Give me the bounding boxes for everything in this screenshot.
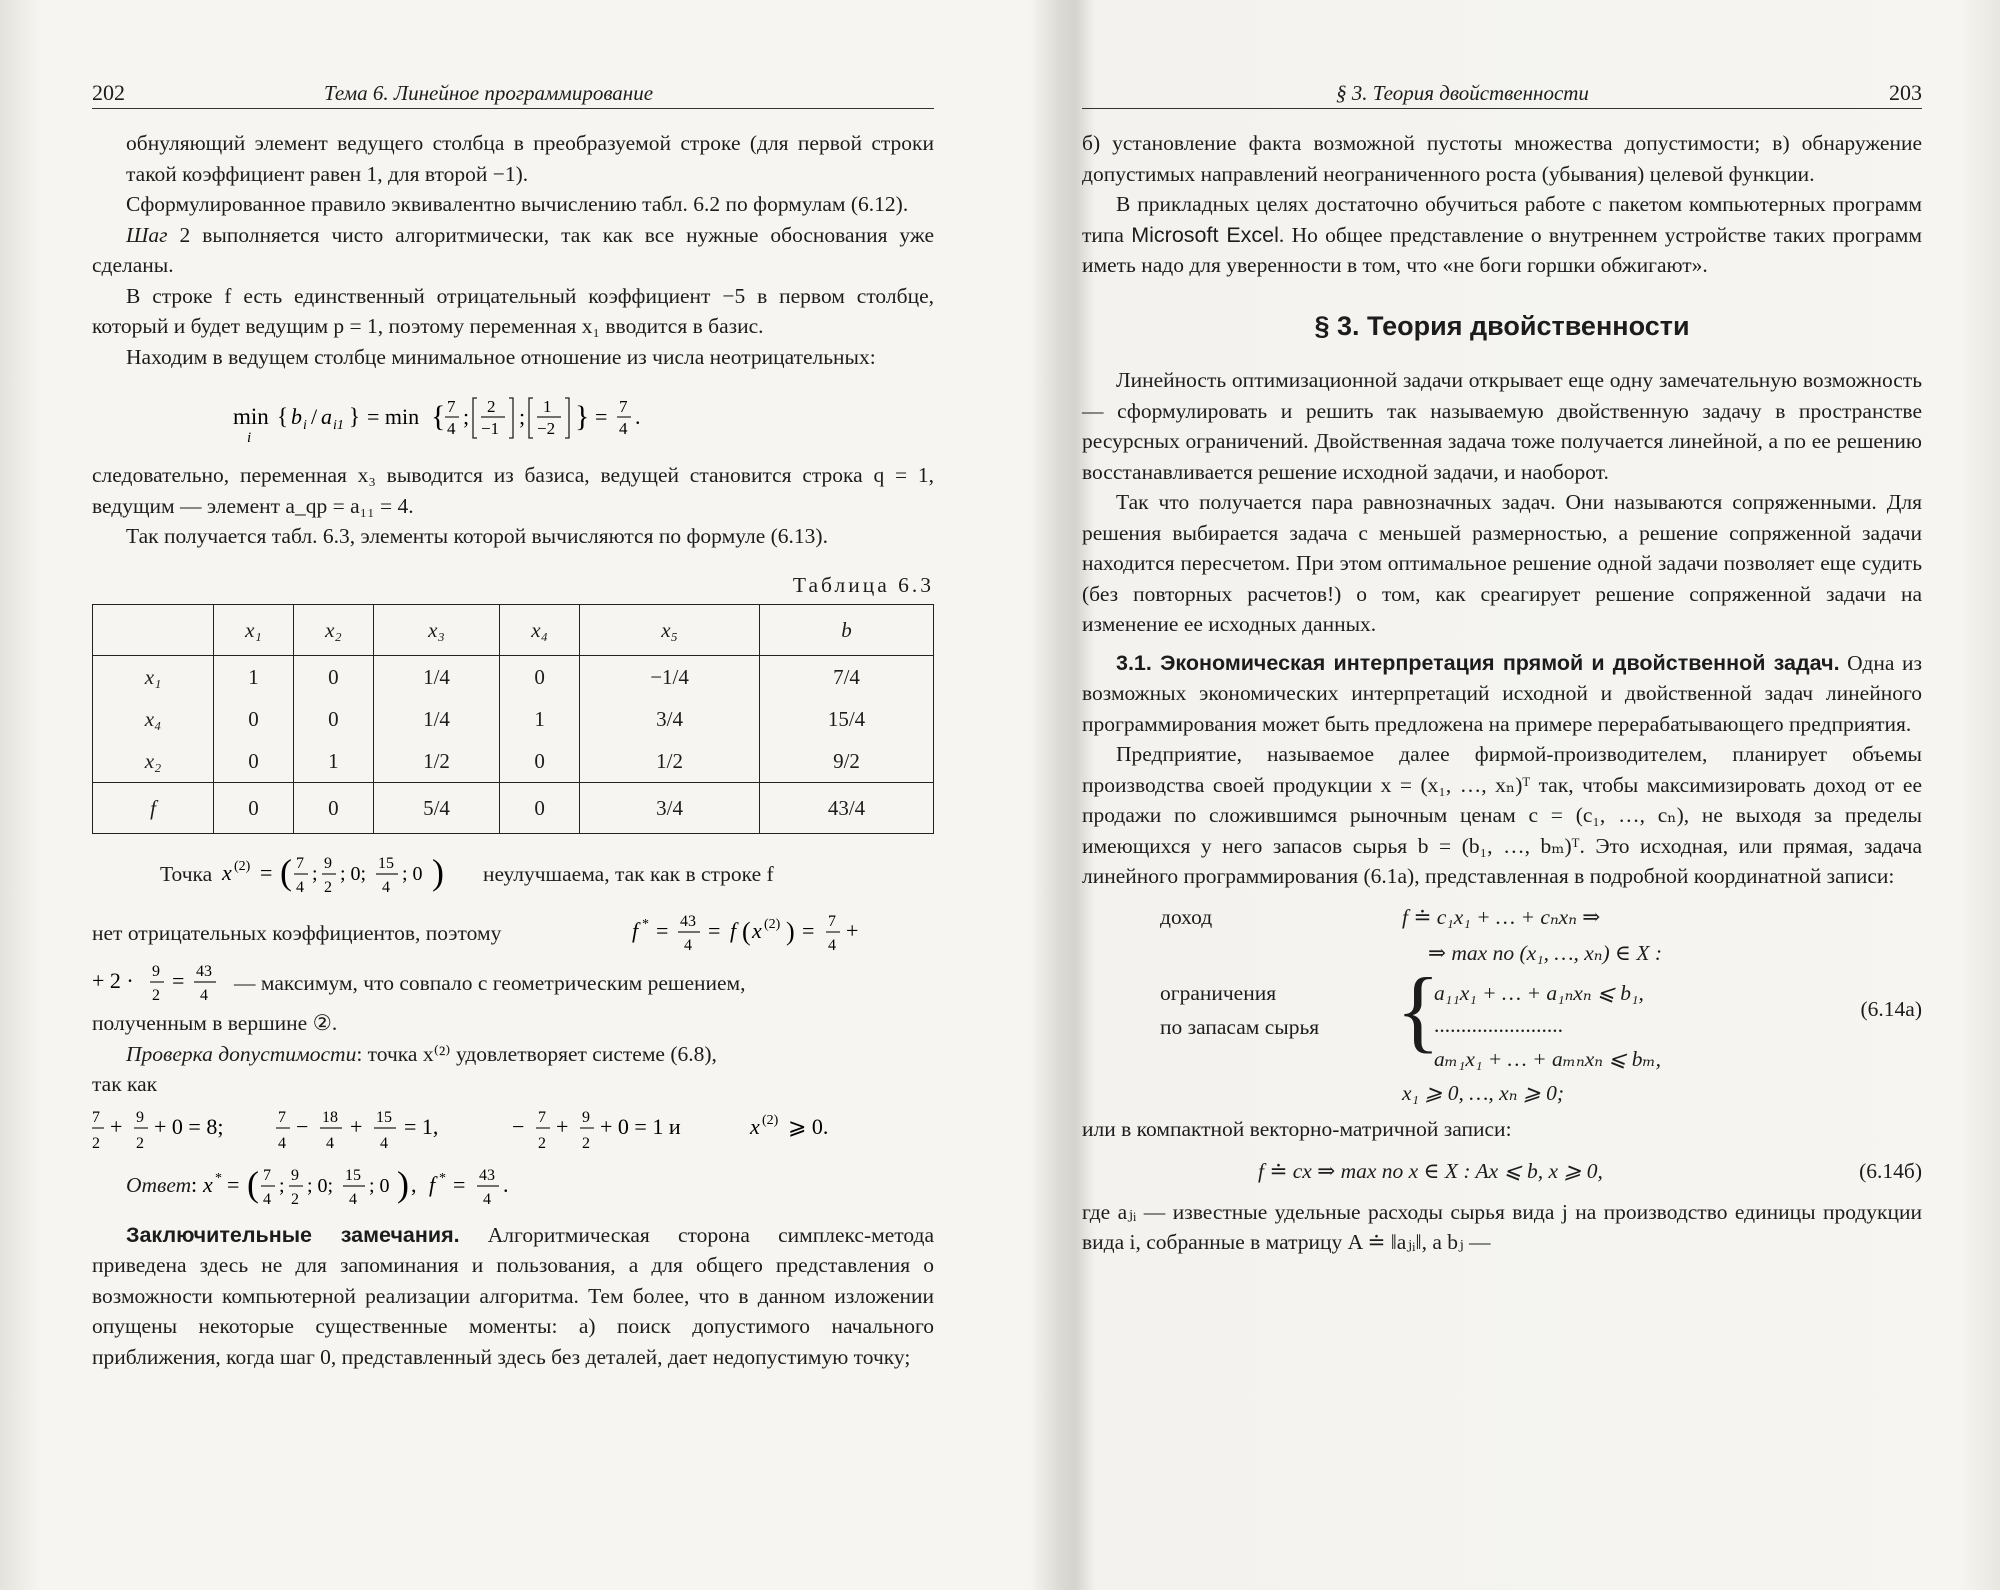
svg-text:7: 7 bbox=[447, 397, 456, 416]
table-cell: x₃ bbox=[373, 605, 499, 656]
table-cell: 0 bbox=[214, 740, 294, 783]
svg-text:(: ( bbox=[247, 1163, 260, 1204]
svg-text:= min: = min bbox=[367, 404, 420, 429]
table-cell: −1/4 bbox=[580, 656, 760, 699]
svg-text:7: 7 bbox=[278, 1108, 286, 1126]
table-cell: 1 bbox=[500, 698, 580, 740]
svg-text:{: { bbox=[277, 404, 289, 429]
software-name: Microsoft Excel bbox=[1131, 222, 1279, 247]
table-row bbox=[93, 656, 934, 699]
table-cell: 1/4 bbox=[373, 656, 499, 699]
table-row-label: x₂ bbox=[93, 740, 214, 783]
table-cell: 1/2 bbox=[373, 740, 499, 783]
svg-text:*: * bbox=[439, 1170, 447, 1186]
equation: f ≐ c₁x₁ + … + cₙxₙ ⇒ bbox=[1402, 904, 1601, 929]
text: 2 выполняется чисто алгоритмически, так как все нужные обоснования уже сделаны. bbox=[92, 222, 934, 277]
svg-text:4: 4 bbox=[619, 419, 628, 438]
table-row-label bbox=[93, 605, 214, 656]
svg-text:9: 9 bbox=[291, 1166, 300, 1184]
table-row bbox=[93, 783, 934, 834]
svg-text:; 0;: ; 0; bbox=[339, 863, 366, 885]
svg-text:7: 7 bbox=[538, 1108, 546, 1126]
paragraph bbox=[92, 1220, 934, 1373]
table-cell: 0 bbox=[500, 656, 580, 699]
paragraph: так как bbox=[92, 1072, 158, 1096]
svg-text:4: 4 bbox=[381, 879, 390, 896]
svg-text:x: x bbox=[752, 918, 762, 943]
paragraph: или в компактной векторно-матричной записи: bbox=[1082, 1116, 1512, 1141]
table-cell: 0 bbox=[214, 783, 294, 834]
svg-text:+ 0 = 8;: + 0 = 8; bbox=[154, 1113, 224, 1139]
svg-text:−2: −2 bbox=[537, 419, 556, 438]
text: — максимум, что совпало с геометрическим решением, bbox=[234, 971, 746, 995]
table-cell: 0 bbox=[293, 698, 373, 740]
paragraph: Находим в ведущем столбце минимальное отношение из числа неотрицательных: bbox=[126, 344, 876, 369]
table-cell: x₅ bbox=[580, 605, 760, 656]
svg-text:(: ( bbox=[279, 852, 292, 892]
page-number: 203 bbox=[1889, 80, 1922, 105]
svg-text:+: + bbox=[846, 918, 859, 943]
svg-text:4: 4 bbox=[349, 1190, 358, 1208]
svg-text:4: 4 bbox=[263, 1190, 272, 1208]
paragraph: Так получается табл. 6.3, элементы которой вычисляются по формуле (6.13). bbox=[126, 524, 828, 548]
paragraph bbox=[92, 1039, 934, 1070]
svg-text:;: ; bbox=[519, 404, 526, 429]
svg-text:min: min bbox=[233, 404, 269, 429]
svg-text:7: 7 bbox=[263, 1166, 272, 1184]
svg-text:}: } bbox=[349, 404, 361, 429]
svg-text:=: = bbox=[227, 1171, 240, 1197]
point-line bbox=[92, 846, 934, 902]
maximum-line bbox=[92, 958, 934, 1008]
min-ratio-formula bbox=[92, 386, 934, 450]
check-formulas bbox=[92, 1100, 934, 1158]
paragraph: Так что получается пара равнозначных задач. Они называются сопряженными. Для решения выбирается задача с меньшей размерностью, а решение сопряженной задачи находится пересчетом. При этом оптимальное решение одной задачи позволяет еще судить (без повторных расчетов!) о том, как среагирует решение сопряженной задачи на изменение ее исходных данных. bbox=[1082, 490, 1922, 636]
svg-text:+ 0 = 1 и: + 0 = 1 и bbox=[600, 1113, 681, 1139]
text: . Но общее представление о внутреннем устройстве таких программ иметь надо для уверенности в том, что «не боги горшки обжигают». bbox=[1082, 222, 1922, 277]
svg-text:9: 9 bbox=[136, 1108, 144, 1126]
svg-text:a: a bbox=[321, 404, 332, 429]
svg-text:4: 4 bbox=[326, 1134, 334, 1152]
table-cell: 1 bbox=[293, 740, 373, 783]
svg-text:4: 4 bbox=[483, 1190, 492, 1208]
table-cell: 43/4 bbox=[760, 783, 934, 834]
optimum-formula bbox=[632, 906, 932, 958]
svg-text:2: 2 bbox=[291, 1190, 300, 1208]
emphasis: Проверка допустимости bbox=[126, 1041, 357, 1066]
text: Одна из возможных экономических интерпретаций исходной и двойственной задач линейного программирования может быть предложена на примере перерабатывающего предприятия. bbox=[1082, 650, 1923, 736]
table-cell: x₁ bbox=[214, 605, 294, 656]
table-cell: 7/4 bbox=[760, 656, 934, 699]
label-constraints: ограничения bbox=[1160, 980, 1277, 1005]
svg-text:=: = bbox=[656, 918, 669, 943]
running-title: § 3. Теория двойственности bbox=[1336, 81, 1589, 105]
table-row-label: x₁ bbox=[93, 656, 214, 699]
equation: aₘ₁x₁ + … + aₘₙxₙ ⩽ bₘ, bbox=[1434, 1046, 1662, 1071]
svg-text:i1: i1 bbox=[333, 418, 344, 433]
table-cell: 3/4 bbox=[580, 783, 760, 834]
svg-text:+: + bbox=[556, 1113, 569, 1139]
svg-text:4: 4 bbox=[380, 1134, 388, 1152]
equation-number: (6.14б) bbox=[1859, 1159, 1922, 1183]
svg-text:9: 9 bbox=[323, 855, 332, 872]
svg-text:): ) bbox=[431, 852, 444, 892]
compact-equation-row bbox=[1082, 1156, 1922, 1187]
right-running-header bbox=[1082, 78, 1922, 109]
table-cell: 0 bbox=[500, 783, 580, 834]
svg-text:2: 2 bbox=[582, 1134, 590, 1152]
left-running-header bbox=[92, 78, 934, 109]
svg-text:f: f bbox=[730, 918, 737, 943]
text: В прикладных целях достаточно обучиться работе с пакетом компьютерных программ типа bbox=[1082, 192, 1922, 247]
svg-text:; 0;: ; 0; bbox=[307, 1174, 334, 1197]
svg-text:x: x bbox=[221, 860, 232, 885]
svg-text:i: i bbox=[247, 430, 252, 446]
text: нет отрицательных коэффициентов, поэтому bbox=[92, 921, 502, 945]
right-body bbox=[1082, 128, 1922, 1258]
svg-text:4: 4 bbox=[200, 987, 208, 1004]
svg-text:=: = bbox=[259, 860, 272, 885]
svg-text:2: 2 bbox=[152, 987, 160, 1004]
paragraph: Предприятие, называемое далее фирмой-производителем, планирует объемы производства своей продукции x = (x₁, …, xₙ)ᵀ так, чтобы максимизировать доход от ее продажи по сложившимся рыночным ценам c = (c₁, …, cₙ), не выходя за пределы имеющихся у него запасов сырья b = (b₁, …, bₘ)ᵀ. Это исходная, или прямая, задача линейного программирования (6.1a), представленная в подробной координатной записи: bbox=[1082, 742, 1922, 888]
formula-svg bbox=[233, 386, 793, 450]
svg-text:(2): (2) bbox=[764, 917, 781, 932]
svg-text:4: 4 bbox=[278, 1134, 286, 1152]
svg-text:b: b bbox=[291, 404, 302, 429]
simplex-table-6-3 bbox=[92, 604, 934, 834]
svg-text:i: i bbox=[303, 418, 307, 433]
svg-text:4: 4 bbox=[828, 937, 836, 954]
svg-text:+: + bbox=[110, 1113, 123, 1139]
table-cell: 3/4 bbox=[580, 698, 760, 740]
svg-text:): ) bbox=[786, 917, 795, 946]
paragraph: полученным в вершине ②. bbox=[92, 1011, 338, 1035]
svg-text:.: . bbox=[635, 404, 641, 429]
equation: ⇒ max по (x₁, …, xₙ) ∈ X : bbox=[1428, 940, 1663, 965]
table-cell: 1/2 bbox=[580, 740, 760, 783]
paragraph: Линейность оптимизационной задачи открывает еще одну замечательную возможность — сформулировать и решить так называемую двойственную задачу в пространстве ресурсных ограничений. Двойственная задача тоже получается линейной, а по ее решению восстанавливается решение исходной задачи, и наоборот. bbox=[1082, 368, 1922, 484]
svg-text:7: 7 bbox=[92, 1108, 100, 1126]
svg-text:15: 15 bbox=[345, 1166, 362, 1184]
paragraph bbox=[1082, 189, 1922, 281]
table-row bbox=[93, 698, 934, 740]
svg-text:−: − bbox=[296, 1113, 309, 1139]
subsection-heading: 3.1. Экономическая интерпретация прямой и двойственной задач. bbox=[1116, 650, 1840, 675]
text: Точка bbox=[160, 861, 213, 886]
svg-text:2: 2 bbox=[487, 397, 496, 416]
svg-text:1: 1 bbox=[543, 397, 552, 416]
paragraph bbox=[1082, 648, 1922, 740]
label-income: доход bbox=[1160, 904, 1213, 929]
svg-text:−1: −1 bbox=[481, 419, 500, 438]
table-row bbox=[93, 740, 934, 783]
svg-text:=: = bbox=[595, 404, 608, 429]
paragraph bbox=[92, 220, 934, 281]
svg-text:,: , bbox=[411, 1171, 417, 1197]
svg-text:7: 7 bbox=[828, 913, 836, 930]
svg-text:x: x bbox=[203, 1171, 213, 1197]
svg-text:7: 7 bbox=[295, 855, 304, 872]
svg-text:=: = bbox=[708, 918, 721, 943]
answer-line bbox=[92, 1158, 934, 1214]
table-cell: 9/2 bbox=[760, 740, 934, 783]
svg-text:;: ; bbox=[311, 863, 318, 885]
svg-text:43: 43 bbox=[479, 1166, 496, 1184]
emphasis: Шаг bbox=[126, 222, 168, 247]
svg-text:2: 2 bbox=[323, 879, 332, 896]
svg-text:2: 2 bbox=[538, 1134, 546, 1152]
svg-text:=: = bbox=[453, 1171, 466, 1197]
table-cell: 15/4 bbox=[760, 698, 934, 740]
page-number: 202 bbox=[92, 80, 125, 105]
svg-text:(2): (2) bbox=[762, 1112, 779, 1128]
section-heading: § 3. Теория двойственности bbox=[1314, 310, 1690, 341]
table-cell: b bbox=[760, 605, 934, 656]
table-cell: 1/4 bbox=[373, 698, 499, 740]
svg-text:4: 4 bbox=[447, 419, 456, 438]
text: : точка x⁽²⁾ удовлетворяет системе (6.8), bbox=[356, 1041, 717, 1066]
table-cell: 0 bbox=[293, 656, 373, 699]
svg-text:4: 4 bbox=[295, 879, 304, 896]
emphasis: Ответ bbox=[126, 1173, 192, 1198]
text: неулучшаема, так как в строке f bbox=[482, 861, 774, 886]
svg-text:−: − bbox=[512, 1113, 525, 1139]
table-cell: x₄ bbox=[500, 605, 580, 656]
svg-text:2: 2 bbox=[136, 1134, 144, 1152]
table-caption: Таблица 6.3 bbox=[792, 572, 934, 597]
table-cell: 0 bbox=[500, 740, 580, 783]
table-cell: 0 bbox=[214, 698, 294, 740]
svg-text:*: * bbox=[215, 1170, 223, 1186]
svg-text:; 0: ; 0 bbox=[369, 1174, 390, 1197]
paragraph: Сформулированное правило эквивалентно вычислению табл. 6.2 по формулам (6.12). bbox=[126, 192, 909, 216]
svg-text:15: 15 bbox=[377, 855, 394, 872]
svg-text:9: 9 bbox=[152, 963, 160, 980]
svg-text:*: * bbox=[642, 917, 649, 932]
answer-formula bbox=[191, 1158, 611, 1214]
svg-text:=: = bbox=[802, 918, 815, 943]
svg-text:; 0: ; 0 bbox=[401, 863, 423, 885]
optimum-line bbox=[92, 906, 934, 958]
paragraph: обнуляющий элемент ведущего столбца в преобразуемой строке (для первой строки такой коэффициент равен 1, для второй −1). bbox=[126, 131, 934, 186]
svg-text:{: { bbox=[431, 400, 446, 433]
equation: ........................ bbox=[1434, 1012, 1563, 1037]
primal-problem-system bbox=[1082, 898, 1922, 1105]
svg-text:⩾ 0.: ⩾ 0. bbox=[788, 1113, 829, 1139]
svg-text:;: ; bbox=[279, 1174, 285, 1197]
table-row-label: f bbox=[93, 783, 214, 834]
svg-text:7: 7 bbox=[619, 397, 628, 416]
text: Алгоритмическая сторона симплекс-метода приведена здесь не для запоминания и пользования, а для общего представления о возможности компьютерной реализации алгоритма. Тем более, что в данном изложении опущены некоторые существенные моменты: а) поиск допустимого начального приближения, когда шаг 0, представленный здесь без деталей, дает недопустимую точку; bbox=[92, 1222, 934, 1369]
svg-text:x: x bbox=[750, 1113, 760, 1139]
equation: f ≐ cx ⇒ max по x ∈ X : Ax ⩽ b, x ⩾ 0, bbox=[1258, 1159, 1603, 1183]
svg-text:/: / bbox=[311, 404, 318, 429]
check-formula-svg bbox=[92, 1100, 934, 1158]
table-cell: x₂ bbox=[293, 605, 373, 656]
svg-text:.: . bbox=[503, 1171, 509, 1197]
table-cell: 5/4 bbox=[373, 783, 499, 834]
svg-text:(: ( bbox=[742, 917, 751, 946]
svg-text:f: f bbox=[632, 918, 639, 943]
svg-text:+ 2 ·: + 2 · bbox=[92, 968, 134, 993]
svg-text:43: 43 bbox=[196, 963, 212, 980]
bold-heading: Заключительные замечания. bbox=[126, 1222, 460, 1247]
svg-text:+: + bbox=[350, 1113, 363, 1139]
svg-text:9: 9 bbox=[582, 1108, 590, 1126]
svg-text:43: 43 bbox=[680, 913, 696, 930]
table-header-row bbox=[93, 605, 934, 656]
svg-text:2: 2 bbox=[92, 1134, 100, 1152]
table-cell: 1 bbox=[214, 656, 294, 699]
paragraph: б) установление факта возможной пустоты множества допустимости; в) обнаружение допустимых направлений неограниченного роста (убывания) целевой функции. bbox=[1082, 131, 1922, 186]
left-brace: { bbox=[1396, 958, 1441, 1061]
svg-text:4: 4 bbox=[684, 937, 692, 954]
point-formula bbox=[218, 846, 478, 902]
svg-text:=: = bbox=[172, 968, 185, 993]
svg-text:= 1,: = 1, bbox=[404, 1113, 439, 1139]
left-body bbox=[92, 128, 934, 1372]
svg-text:18: 18 bbox=[322, 1108, 338, 1126]
svg-text:;: ; bbox=[463, 404, 470, 429]
svg-text:}: } bbox=[575, 400, 590, 433]
table-cell: 0 bbox=[293, 783, 373, 834]
running-title: Тема 6. Линейное программирование bbox=[324, 81, 654, 105]
equation: a₁₁x₁ + … + a₁ₙxₙ ⩽ b₁, bbox=[1434, 980, 1644, 1005]
svg-text:): ) bbox=[397, 1163, 410, 1204]
equation-number: (6.14a) bbox=[1860, 996, 1922, 1021]
paragraph: где aⱼᵢ — известные удельные расходы сырья вида j на производство единицы продукции вида i, собранные в матрицу A ≐ ‖aⱼᵢ‖, а bⱼ — bbox=[1082, 1199, 1922, 1254]
table-row-label: x₄ bbox=[93, 698, 214, 740]
svg-text:15: 15 bbox=[376, 1108, 392, 1126]
paragraph: В строке f есть единственный отрицательный коэффициент −5 в первом столбце, который и будет ведущим p = 1, поэтому переменная x₁ вводится в базис. bbox=[92, 283, 934, 338]
paragraph: следовательно, переменная x₃ выводится из базиса, ведущей становится строка q = 1, ведущим — элемент a_qp = a₁₁ = 4. bbox=[92, 463, 934, 518]
svg-text:(2): (2) bbox=[233, 859, 250, 874]
svg-text::: : bbox=[191, 1171, 198, 1197]
label-constraints: по запасам сырья bbox=[1160, 1014, 1320, 1039]
equation: x₁ ⩾ 0, …, xₙ ⩾ 0; bbox=[1402, 1080, 1565, 1105]
svg-text:f: f bbox=[429, 1171, 436, 1197]
